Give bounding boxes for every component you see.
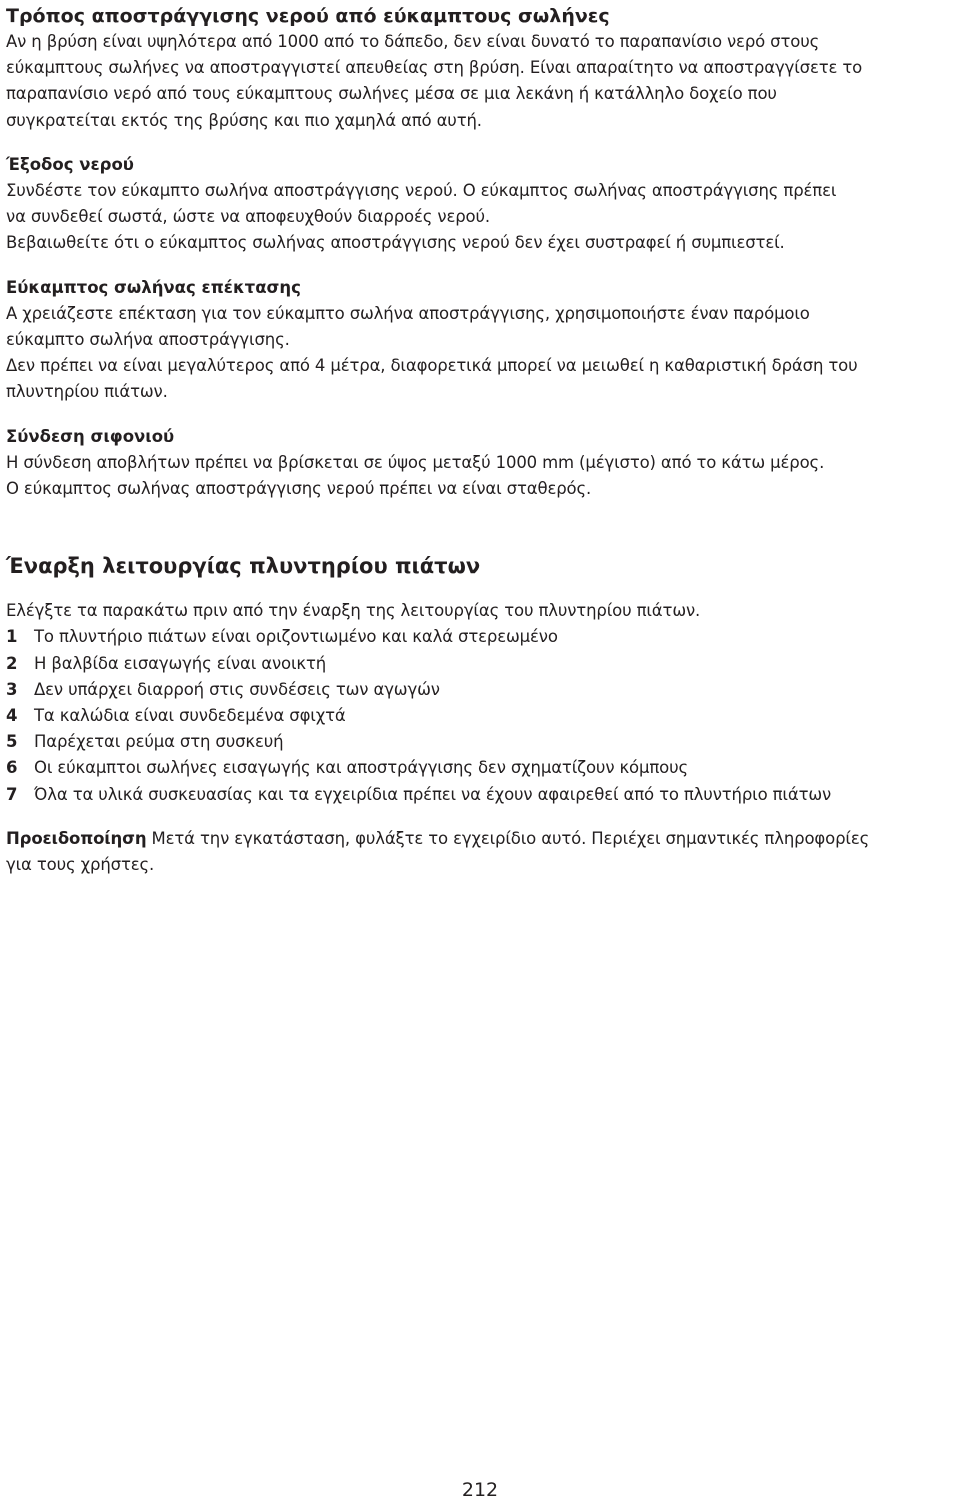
checklist-item: 4 Τα καλώδια είναι συνδεδεμένα σφιχτά	[6, 706, 346, 726]
spacer	[6, 257, 954, 275]
checklist-item: 1 Το πλυντήριο πιάτων είναι οριζοντιωμένο και καλά στερεωμένο	[6, 627, 558, 647]
drain-line: εύκαμπτους σωλήνες να αποστραγγιστεί απευθείας στη βρύση. Είναι απαραίτητο να αποστραγγίσετε το	[6, 58, 863, 78]
spacer	[6, 502, 954, 552]
warning-paragraph	[6, 826, 954, 878]
page-number: 212	[461, 1479, 499, 1501]
warning-line: Προειδοποίηση Μετά την εγκατάσταση, φυλάξτε το εγχειρίδιο αυτό. Περιέχει σημαντικές πληροφορίες	[6, 828, 870, 848]
checklist-item: 3 Δεν υπάρχει διαρροή στις συνδέσεις των αγωγών	[6, 679, 440, 699]
siphon-line: Η σύνδεση αποβλήτων πρέπει να βρίσκεται σε ύψος μεταξύ 1000 mm (μέγιστο) από το κάτω μέρος.	[6, 452, 825, 472]
drain-paragraph	[6, 29, 954, 134]
outlet-line: Συνδέστε τον εύκαμπτο σωλήνα αποστράγγισης νερού. Ο εύκαμπτος σωλήνας αποστράγγισης πρέπει	[6, 181, 837, 201]
siphon-title: Σύνδεση σιφονιού	[6, 426, 175, 446]
siphon-line: Ο εύκαμπτος σωλήνας αποστράγγισης νερού πρέπει να είναι σταθερός.	[6, 479, 592, 499]
outlet-line: Βεβαιωθείτε ότι ο εύκαμπτος σωλήνας αποστράγγισης νερού δεν έχει συστραφεί ή συμπιεστεί.	[6, 233, 785, 253]
checklist-item: 2 Η βαλβίδα εισαγωγής είναι ανοικτή	[6, 653, 327, 673]
checklist-item: 7 Όλα τα υλικά συσκευασίας και τα εγχειρίδια πρέπει να έχουν αφαιρεθεί από το πλυντήριο πιάτων	[6, 784, 832, 804]
extension-paragraph	[6, 301, 954, 406]
drain-line: παραπανίσιο νερό από τους εύκαμπτους σωλήνες μέσα σε μια λεκάνη ή κατάλληλο δοχείο που	[6, 84, 777, 104]
drain-line: συγκρατείται εκτός της βρύσης και πιο χαμηλά από αυτή.	[6, 110, 482, 130]
startup-intro: Ελέγξτε τα παρακάτω πριν από την έναρξη της λειτουργίας του πλυντηρίου πιάτων.	[6, 601, 701, 621]
startup-checklist	[6, 624, 954, 807]
manual-page	[6, 0, 954, 878]
extension-line: εύκαμπτο σωλήνα αποστράγγισης.	[6, 330, 290, 350]
warning-label: Προειδοποίηση	[6, 828, 147, 848]
spacer	[6, 580, 954, 598]
drain-section-title: Τρόπος αποστράγγισης νερού από εύκαμπτους σωλήνες	[6, 5, 610, 27]
startup-title: Έναρξη λειτουργίας πλυντηρίου πιάτων	[6, 554, 481, 579]
extension-line: Α χρειάζεστε επέκταση για τον εύκαμπτο σωλήνα αποστράγγισης, χρησιμοποιήστε έναν παρόμοιο	[6, 303, 810, 323]
spacer	[6, 406, 954, 424]
drain-line: Αν η βρύση είναι υψηλότερα από 1000 από το δάπεδο, δεν είναι δυνατό το παραπανίσιο νερό στους	[6, 32, 820, 51]
checklist-item: 5 Παρέχεται ρεύμα στη συσκευή	[6, 732, 284, 752]
outlet-line: να συνδεθεί σωστά, ώστε να αποφευχθούν διαρροές νερού.	[6, 207, 490, 227]
extension-line: πλυντηρίου πιάτων.	[6, 382, 168, 402]
outlet-paragraph	[6, 178, 954, 257]
spacer	[6, 808, 954, 826]
checklist-item: 6 Οι εύκαμπτοι σωλήνες εισαγωγής και αποστράγγισης δεν σχηματίζουν κόμπους	[6, 758, 689, 778]
siphon-paragraph	[6, 450, 954, 502]
spacer	[6, 134, 954, 152]
extension-line: Δεν πρέπει να είναι μεγαλύτερος από 4 μέτρα, διαφορετικά μπορεί να μειωθεί η καθαριστική δράση του	[6, 356, 858, 376]
extension-title: Εύκαμπτος σωλήνας επέκτασης	[6, 277, 301, 297]
warning-line: για τους χρήστες.	[6, 855, 155, 875]
outlet-title: Έξοδος νερού	[6, 154, 134, 174]
